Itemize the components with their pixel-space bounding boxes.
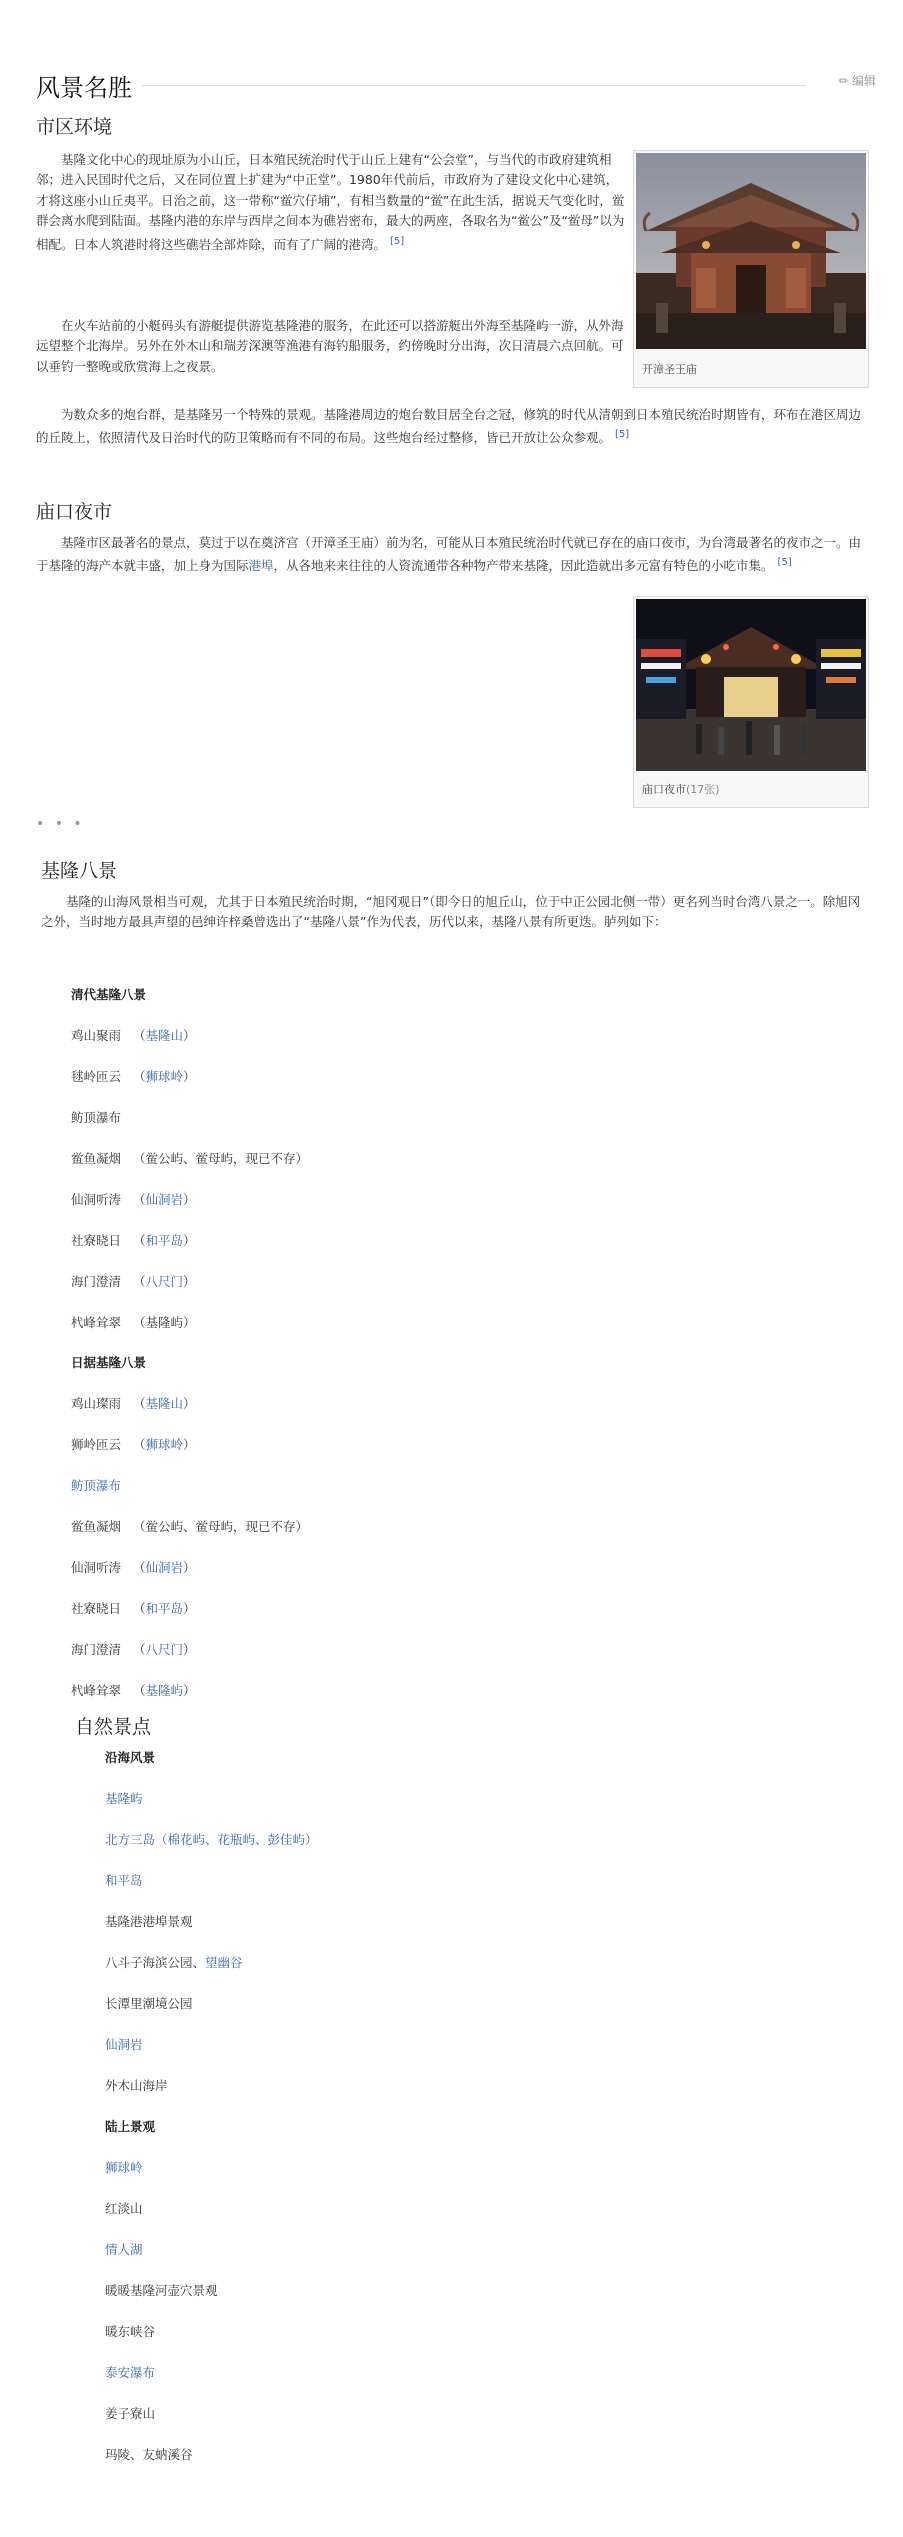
list-item — [71, 1108, 121, 1126]
place-link[interactable]: 情人湖 — [105, 2242, 143, 2257]
list-item — [71, 1476, 121, 1494]
citation-link[interactable]: [5] — [615, 429, 630, 441]
list-heading-qing: 清代基隆八景 — [71, 987, 147, 1002]
scene-name: 毬岭匝云 — [71, 1069, 122, 1084]
list-item — [105, 2158, 143, 2176]
place-name: 玛陵、友蚋溪谷 — [105, 2447, 193, 2462]
place-link[interactable]: 泰安瀑布 — [105, 2365, 156, 2380]
temple-photo[interactable] — [636, 153, 866, 349]
scene-name: 鸡山聚雨 — [71, 1028, 122, 1043]
scene-location: （基隆山） — [133, 1396, 196, 1411]
subsection-title-nature: 自然景点 — [75, 1716, 152, 1738]
list-heading-land: 陆上景观 — [105, 2119, 156, 2134]
edit-label: 编辑 — [851, 74, 876, 88]
place-link[interactable]: 仙洞岩 — [105, 2037, 143, 2052]
scene-name: 海门澄清 — [71, 1274, 122, 1289]
paragraph-night-market: 基隆市区最著名的景点，莫过于以在奠济宫（开漳圣王庙）前为名，可能从日本殖民统治时代就已存在的庙口夜市，为台湾最著名的夜市之一。由于基隆的海产本就丰盛，加上身为国际港埠，从各地来来往往的人资流通带各种物产带来基隆，因此造就出多元富有特色的小吃市集。 [5] — [36, 535, 862, 574]
location-link[interactable]: 和平岛 — [145, 1601, 184, 1616]
place-link[interactable]: 北方三岛（棉花屿、花瓶屿、彭佳屿） — [105, 1832, 318, 1847]
scene-location: （仙洞岩） — [133, 1560, 196, 1575]
edit-link[interactable] — [835, 72, 876, 90]
scene-name: 社寮晓日 — [71, 1233, 122, 1248]
scene-name: 杙峰耸翠 — [71, 1315, 122, 1330]
place-link[interactable]: 狮球岭 — [105, 2160, 143, 2175]
heading-divider — [142, 85, 806, 86]
place-link[interactable]: 望幽谷 — [205, 1955, 243, 1970]
location-link[interactable]: 基隆山 — [145, 1028, 184, 1043]
list-item — [71, 1231, 196, 1249]
list-item — [71, 1599, 196, 1617]
scene-location: （基隆山） — [133, 1028, 196, 1043]
scene-location: （基隆屿） — [133, 1683, 196, 1698]
place-name: 红淡山 — [105, 2201, 143, 2216]
list-item — [71, 1026, 196, 1044]
list-item — [71, 1190, 196, 1208]
figure-temple[interactable] — [633, 150, 869, 388]
night-market-photo[interactable] — [636, 599, 866, 771]
place-name: 姜子寮山 — [105, 2406, 156, 2421]
paragraph-city-3: 为数众多的炮台群，是基隆另一个特殊的景观。基隆港周边的炮台数目居全台之冠，修筑的时代从清朝到日本殖民统治时期皆有，环布在港区周边的丘陵上，依照清代及日治时代的防卫策略而有不同的布局。这些炮台经过整修，皆已开放让公众参观。 [5] — [36, 407, 862, 446]
list-item — [105, 1871, 143, 1889]
collapse-dots[interactable]: • • • — [36, 816, 85, 832]
location-link[interactable]: 基隆屿 — [145, 1683, 184, 1698]
scene-location: （仙洞岩） — [133, 1192, 196, 1207]
place-link[interactable]: 基隆屿 — [105, 1791, 143, 1806]
list-heading-japan: 日据基隆八景 — [71, 1355, 147, 1370]
section-title: 风景名胜 — [36, 74, 132, 102]
location-link[interactable]: 仙洞岩 — [145, 1192, 184, 1207]
subsection-title-eight-scenes: 基隆八景 — [41, 860, 118, 882]
list-item — [71, 1681, 196, 1699]
paragraph-city-1: 基隆文化中心的现址原为小山丘，日本殖民统治时代于山丘上建有“公会堂”，与当代的市政府建筑相邻；进入民国时代之后，又在同位置上扩建为“中正堂”。1980年代前后，市政府为了建设文化中心建筑，才将这座小山丘夷平。日治之前，这一带称“鲎穴仔埔”，有相当数量的“鲎”在此生活，据说天气变化时，鲎群会离水爬到陆面。基隆内港的东岸与西岸之间本为礁岩密布，最大的两座，各取名为“鲎公”及“鲎母”以为相配。日本人筑港时将这些礁岩全部炸除，而有了广阔的港湾。 [5] — [36, 152, 625, 252]
list-item — [105, 2322, 155, 2340]
scene-location: （和平岛） — [133, 1233, 196, 1248]
list-item — [71, 1640, 196, 1658]
scene-name[interactable]: 鲂顶瀑布 — [71, 1478, 122, 1493]
scene-location: （八尺门） — [133, 1274, 196, 1289]
subsection-title-night-market: 庙口夜市 — [36, 501, 113, 523]
list-item — [105, 2199, 143, 2217]
subsection-title-city: 市区环境 — [36, 116, 113, 138]
place-link[interactable]: 和平岛 — [105, 1873, 143, 1888]
list-item — [71, 1435, 196, 1453]
scene-location: （鲎公屿、鲎母屿，现已不存） — [133, 1519, 309, 1534]
figure-caption: 庙口夜市(17张) — [642, 783, 720, 796]
location-link[interactable]: 狮球岭 — [145, 1437, 184, 1452]
scene-name: 仙洞听涛 — [71, 1560, 122, 1575]
location-link[interactable]: 八尺门 — [145, 1274, 184, 1289]
scene-name: 社寮晓日 — [71, 1601, 122, 1616]
list-item — [105, 2404, 155, 2422]
scene-name: 鲎鱼凝烟 — [71, 1151, 122, 1166]
scene-name: 仙洞听涛 — [71, 1192, 122, 1207]
place-name: 基隆港港埠景观 — [105, 1914, 193, 1929]
scene-location: （八尺门） — [133, 1642, 196, 1657]
place-name: 长潭里潮境公园 — [105, 1996, 193, 2011]
list-item — [105, 2035, 143, 2053]
list-item — [105, 2281, 218, 2299]
list-item — [105, 2363, 155, 2381]
location-link[interactable]: 和平岛 — [145, 1233, 184, 1248]
citation-link[interactable]: [5] — [390, 235, 405, 247]
scene-name: 鲎鱼凝烟 — [71, 1519, 122, 1534]
scene-location: （鲎公屿、鲎母屿，现已不存） — [133, 1151, 309, 1166]
scene-location: （狮球岭） — [133, 1437, 196, 1452]
location-link[interactable]: 仙洞岩 — [145, 1560, 184, 1575]
scene-location: （狮球岭） — [133, 1069, 196, 1084]
list-item — [71, 1558, 196, 1576]
scene-location: （和平岛） — [133, 1601, 196, 1616]
scene-name: 狮岭匝云 — [71, 1437, 122, 1452]
place-name: 暖东峡谷 — [105, 2324, 156, 2339]
list-item — [105, 2076, 168, 2094]
scene-name: 鲂顶瀑布 — [71, 1110, 122, 1125]
list-item — [71, 1313, 196, 1331]
list-item — [71, 1067, 196, 1085]
citation-link[interactable]: [5] — [777, 557, 792, 569]
paragraph-eight-scenes: 基隆的山海风景相当可观，尤其于日本殖民统治时期，“旭冈观日”（即今日的旭丘山，位于中正公园北侧一带）更名列当时台湾八景之一。除旭冈之外，当时地方最具声望的邑绅许梓桑曾选出了“基隆八景”作为代表，历代以来，基隆八景有所更迭。胪列如下： — [41, 894, 861, 930]
location-link[interactable]: 狮球岭 — [145, 1069, 184, 1084]
location-link[interactable]: 八尺门 — [145, 1642, 184, 1657]
list-item — [71, 1394, 196, 1412]
harbor-link[interactable]: 港埠 — [248, 558, 274, 574]
place-name: 暖暖基隆河壶穴景观 — [105, 2283, 218, 2298]
list-item — [105, 2240, 143, 2258]
place-name: 外木山海岸 — [105, 2078, 168, 2093]
section-heading — [36, 62, 876, 102]
scene-location: （基隆屿） — [133, 1315, 196, 1330]
list-heading-coast: 沿海风景 — [105, 1750, 156, 1765]
list-item — [71, 1272, 196, 1290]
list-item — [105, 1830, 318, 1848]
list-item: 八斗子海滨公园、望幽谷 — [105, 1955, 243, 1970]
figure-night-market[interactable] — [633, 596, 869, 808]
list-item — [105, 2445, 193, 2463]
list-item — [105, 1789, 143, 1807]
location-link[interactable]: 基隆山 — [145, 1396, 184, 1411]
photo-count[interactable]: (17张) — [686, 783, 720, 796]
pencil-icon: ✎ — [835, 72, 853, 90]
list-item — [105, 1912, 193, 1930]
figure-caption: 开漳圣王庙 — [642, 363, 697, 376]
scene-name: 鸡山璨雨 — [71, 1396, 122, 1411]
paragraph-city-2: 在火车站前的小艇码头有游艇提供游览基隆港的服务，在此还可以搭游艇出外海至基隆屿一游，从外海远望整个北海岸。另外在外木山和瑞芳深澳等渔港有海钓船服务，约傍晚时分出海，次日清晨六点回航。可以垂钓一整晚或欣赏海上之夜景。 — [36, 318, 624, 374]
list-item — [71, 1149, 308, 1167]
list-item — [105, 1994, 193, 2012]
list-item — [71, 1517, 308, 1535]
scene-name: 杙峰耸翠 — [71, 1683, 122, 1698]
scene-name: 海门澄清 — [71, 1642, 122, 1657]
